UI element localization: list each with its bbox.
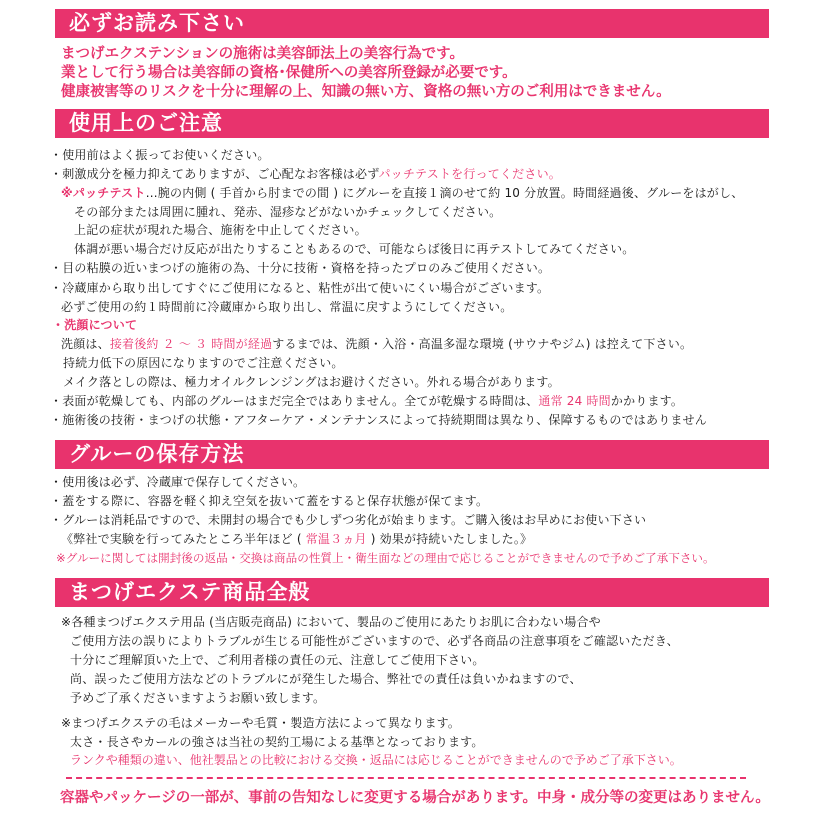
dry-time-highlight: 通常 24 時間 <box>538 394 611 408</box>
caution-line: 必ずご使用の約１時間前に冷蔵庫から取り出し、常温に戻すようにしてください。 <box>61 300 513 314</box>
general-line: 太さ・長さやカールの強さは当社の契約工場による基準となっております。 <box>70 735 484 749</box>
section-header-must-read <box>55 9 769 38</box>
general-line: ※まつげエクステの毛はメーカーや毛質・製造方法によって異なります。 <box>61 716 461 730</box>
storage-return-notice: ※グルーに関しては開封後の返品・交換は商品の性質上・衛生面などの理由で応じることができませんので予めご了承下さい。 <box>56 551 715 565</box>
notice-line: 健康被害等のリスクを十分に理解の上、知識の無い方、資格の無い方のご利用はできません。 <box>61 84 671 100</box>
storage-line: ・蓋をする際に、容器を軽く抑え空気を抜いて蓋をすると保存状態が保てます。 <box>50 494 489 508</box>
section-title: 必ずお読み下さい <box>69 11 245 35</box>
general-line: ご使用方法の誤りによりトラブルが生じる可能性がございますので、必ず各商品の注意事項をご確認いただき、 <box>70 634 679 648</box>
storage-line: ・使用後は必ず、冷蔵庫で保存してください。 <box>50 475 306 489</box>
storage-line: ・グルーは消耗品ですので、未開封の場合でも少しずつ劣化が始まります。ご購入後はお早めにお使い下さい <box>50 513 647 527</box>
caution-line: その部分または周囲に腫れ、発赤、湿疹などがないかチェックしてください。 <box>74 205 502 219</box>
section-header-usage-cautions <box>55 109 769 138</box>
section-header-glue-storage <box>55 440 769 469</box>
face-wash-heading: ・洗顔について <box>52 318 138 332</box>
caution-line: 持続力低下の原因になりますのでご注意ください。 <box>63 356 344 370</box>
caution-line: メイク落としの際は、極力オイルクレンジングはお避けください。外れる場合があります。 <box>63 375 560 389</box>
general-line: 十分にご理解頂いた上で、ご利用者様の責任の元、注意してご使用下さい。 <box>70 653 485 667</box>
section-header-general-products <box>55 578 769 607</box>
patch-test-line: ※パッチテスト…腕の内側 ( 手首から肘までの間 ) にグルーを直接１滴のせて約 10 分放置。時間経過後、グルーをはがし、 <box>61 186 744 200</box>
exchange-notice: ランクや種類の違い、他社製品との比較における交換・返品には応じることができませんので予めご了承下さい。 <box>70 753 682 767</box>
caution-line: 体調が悪い場合だけ反応が出たりすることもあるので、可能ならば後日に再テストしてみてください。 <box>74 242 635 256</box>
general-line: 尚、誤ったご使用方法などのトラブルにが発生した場合、弊社での責任は負いかねますので、 <box>70 672 582 686</box>
storage-line: 《弊社で実験を行ってみたところ半年ほど ( 常温３ヵ月 ) 効果が持続いたしました。》 <box>61 532 533 546</box>
general-line: 予めご了承くださいますようお願い致します。 <box>70 691 326 705</box>
room-temp-highlight: 常温３ヵ月 <box>301 532 371 546</box>
caution-line: 上記の症状が現れた場合、施術を中止してください。 <box>74 223 367 237</box>
caution-line: ・使用前はよく振ってお使いください。 <box>50 148 270 162</box>
caution-line: 洗顔は、接着後約 ２ ～ ３ 時間が経過するまでは、洗顔・入浴・高温多湿な環境 (サウナやジム) は控えて下さい。 <box>61 337 693 351</box>
section-title: グルーの保存方法 <box>69 442 245 466</box>
caution-line: ・刺激成分を極力抑えてありますが、ご心配なお客様は必ずパッチテストを行ってください。 <box>50 167 561 181</box>
notice-line: 業として行う場合は美容師の資格･保健所への美容所登録が必要です。 <box>61 65 517 81</box>
general-line: ※各種まつげエクステ用品 (当店販売商品) において、製品のご使用にあたりお肌に合わない場合や <box>61 615 601 629</box>
section-title: まつげエクステ商品全般 <box>69 580 311 604</box>
patch-test-label: ※パッチテスト <box>61 186 146 200</box>
section-title: 使用上のご注意 <box>69 111 223 135</box>
caution-line: ・施術後の技術・まつげの状態・アフターケア・メンテナンスによって持続期間は異なり、保障するものではありません <box>50 413 708 427</box>
caution-line: ・冷蔵庫から取り出してすぐにご使用になると、粘性が出て使いにくい場合がございます。 <box>50 281 550 295</box>
package-change-notice: 容器やパッケージの一部が、事前の告知なしに変更する場合があります。中身・成分等の変更はありません。 <box>60 790 770 806</box>
dashed-divider <box>66 777 746 779</box>
caution-line: ・表面が乾燥しても、内部のグルーはまだ完全ではありません。全てが乾燥する時間は、通常 24 時間かかります。 <box>50 394 684 408</box>
caution-line: ・目の粘膜の近いまつげの施術の為、十分に技術・資格を持ったプロのみご使用ください。 <box>50 261 551 275</box>
patch-test-highlight: パッチテストを行ってください。 <box>378 167 561 181</box>
wash-wait-highlight: 接着後約 ２ ～ ３ 時間が経過 <box>109 337 273 351</box>
notice-line: まつげエクステンションの施術は美容師法上の美容行為です。 <box>61 46 465 62</box>
